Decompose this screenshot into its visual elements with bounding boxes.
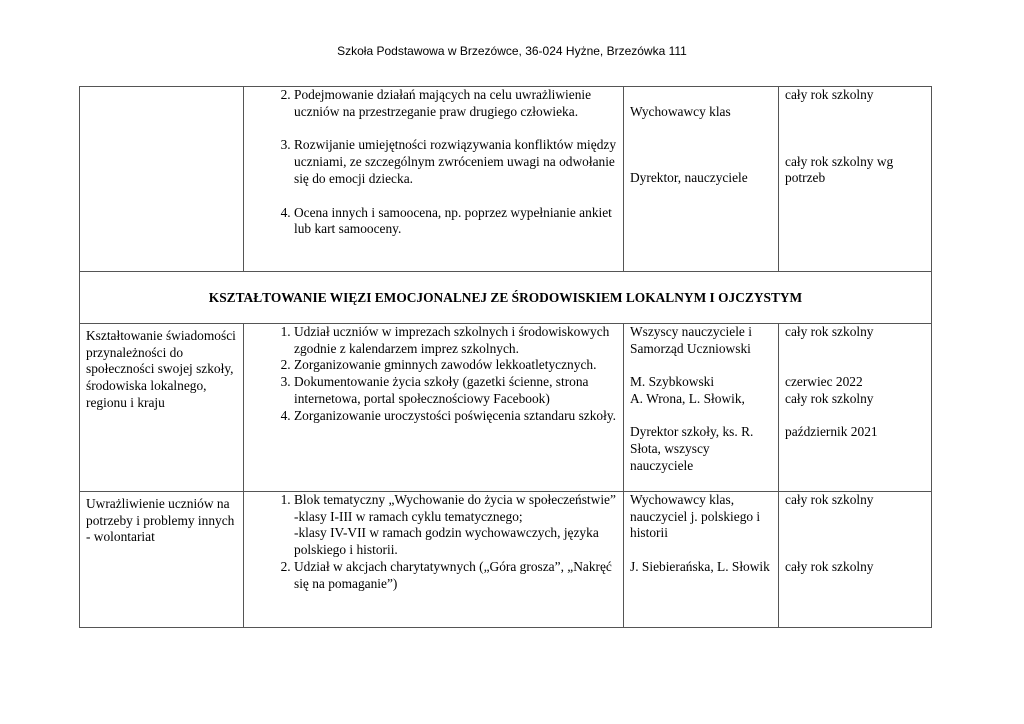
timeline-text: cały rok szkolny — [785, 87, 874, 102]
list-item — [294, 492, 623, 559]
list-item-line: -klasy I-III w ramach cyklu tematycznego; — [294, 508, 523, 524]
timeline-cell — [779, 324, 932, 492]
responsible-text: Wychowawcy klas, nauczyciel j. polskiego i historii — [630, 492, 761, 541]
page-header: Szkoła Podstawowa w Brzezówce, 36-024 Hyżne, Brzezówka 111 — [337, 44, 687, 58]
timeline-cell — [779, 492, 932, 628]
list-item: 4. Ocena innych i samoocena, np. poprzez wypełnianie ankiet lub kart samooceny. — [294, 205, 623, 238]
goal-cell — [80, 87, 244, 272]
tasks-cell — [244, 492, 624, 628]
timeline-text: cały rok szkolny — [785, 324, 874, 339]
section-title — [80, 272, 932, 324]
list-item: 2. Udział w akcjach charytatywnych („Góra grosza”, „Nakręć się na pomaganie”) — [294, 559, 623, 592]
list-item: 3. Rozwijanie umiejętności rozwiązywania konfliktów między uczniami, ze szczególnym zwróceniem uwagi na odwołanie się do emocji dziecka. — [294, 137, 623, 187]
table-row — [80, 324, 932, 492]
responsible-text: Dyrektor szkoły, ks. R. Słota, wszyscy nauczyciele — [630, 424, 754, 473]
responsible-text: A. Wrona, L. Słowik, — [630, 390, 745, 406]
responsible-text: J. Siebierańska, L. Słowik — [630, 558, 770, 574]
timeline-cell — [779, 87, 932, 272]
tasks-cell — [244, 324, 624, 492]
responsible-text: M. Szybkowski — [630, 374, 715, 390]
timeline-text: czerwiec 2022 — [785, 374, 863, 390]
responsible-cell — [624, 492, 779, 628]
list-item-line: -klasy IV-VII w ramach godzin wychowawczych, języka polskiego i historii. — [294, 525, 599, 558]
section-title-text: KSZTAŁTOWANIE WIĘZI EMOCJONALNEJ ZE ŚRODOWISKIEM LOKALNYM I OJCZYSTYM — [208, 290, 803, 306]
timeline-text: cały rok szkolny wg potrzeb — [785, 153, 894, 186]
tasks-cell — [244, 87, 624, 272]
goal-cell: Uwrażliwienie uczniów na potrzeby i problemy innych - wolontariat — [80, 492, 244, 628]
responsible-cell — [624, 324, 779, 492]
table-row — [80, 492, 932, 628]
list-item: 2. Podejmowanie działań mających na celu uwrażliwienie uczniów na przestrzeganie praw drugiego człowieka. — [294, 87, 623, 120]
responsible-text: Wszyscy nauczyciele i Samorząd Uczniowski — [630, 324, 752, 356]
goal-cell: Kształtowanie świadomości przynależności do społeczności swojej szkoły, środowiska lokalnego, regionu i kraju — [80, 324, 244, 492]
timeline-text: cały rok szkolny — [785, 390, 874, 406]
table-row — [80, 87, 932, 272]
list-item: 3. Dokumentowanie życia szkoły (gazetki ścienne, strona internetowa, portal społecznościowy Facebook) — [294, 374, 623, 407]
task-list — [244, 492, 623, 592]
responsible-cell — [624, 87, 779, 272]
timeline-text: cały rok szkolny — [785, 558, 874, 574]
responsible-text: Wychowawcy klas — [630, 103, 731, 119]
plan-table — [79, 86, 932, 628]
section-row — [80, 272, 932, 324]
task-list — [244, 87, 623, 238]
list-item-line: 1. Blok tematyczny „Wychowanie do życia w społeczeństwie” — [294, 492, 616, 507]
list-item: 1. Udział uczniów w imprezach szkolnych i środowiskowych zgodnie z kalendarzem imprez szkolnych. — [294, 324, 623, 357]
timeline-text: październik 2021 — [785, 424, 878, 440]
list-item: 2. Zorganizowanie gminnych zawodów lekkoatletycznych. — [294, 357, 623, 374]
responsible-text: Dyrektor, nauczyciele — [630, 170, 748, 186]
task-list — [244, 324, 623, 424]
list-item: 4. Zorganizowanie uroczystości poświęcenia sztandaru szkoły. — [294, 408, 623, 425]
timeline-text: cały rok szkolny — [785, 492, 874, 507]
